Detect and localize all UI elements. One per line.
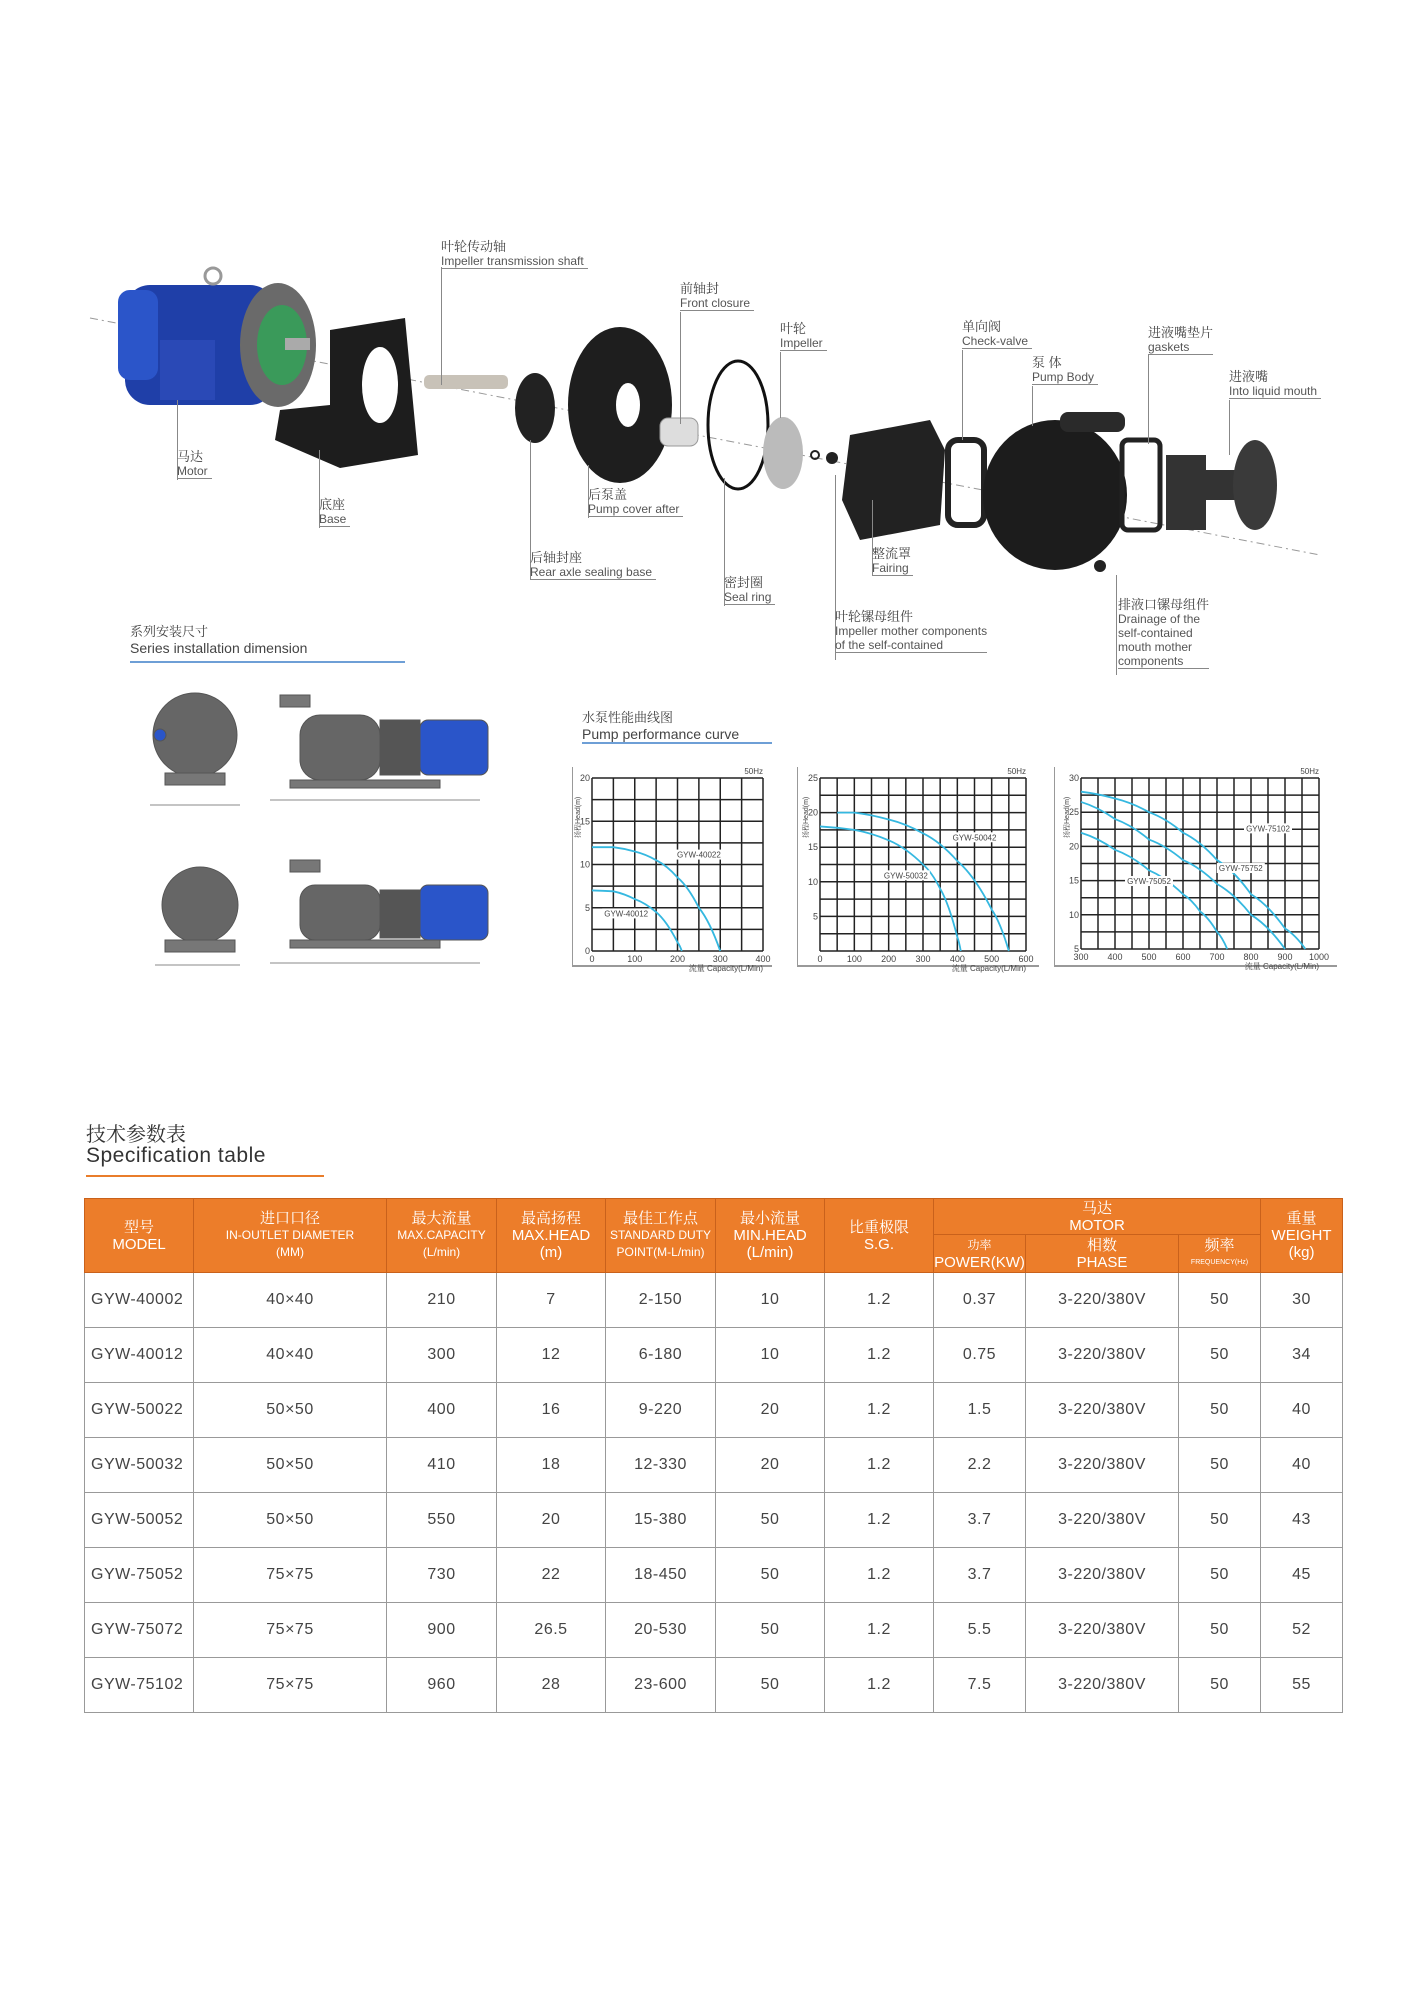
label-drainage-nut: 排液口镙母组件 Drainage of the self-contained mouth mother components [1118, 597, 1210, 668]
col-phase: 相数 PHASE [1026, 1235, 1179, 1273]
col-weight: 重量 WEIGHT (kg) [1261, 1199, 1343, 1273]
table-cell: 26.5 [497, 1603, 606, 1658]
x-tick-label: 300 [1073, 952, 1089, 962]
gasket [1122, 440, 1160, 530]
table-cell: 3-220/380V [1026, 1658, 1179, 1713]
table-cell: 2-150 [606, 1273, 716, 1328]
y-axis-label: 扬程Head(m) [575, 796, 582, 838]
table-row [85, 1548, 1343, 1603]
x-tick-label: 600 [1018, 954, 1034, 964]
x-axis-label: 流量 Capacity(L/Min) [688, 964, 763, 973]
label-rear-axle-base: 后轴封座 Rear axle sealing base [530, 551, 656, 580]
series-label: GYW-75102 [1246, 824, 1290, 834]
table-cell: 1.2 [825, 1548, 934, 1603]
table-cell: 50 [1179, 1658, 1261, 1713]
table-cell: 28 [497, 1658, 606, 1713]
x-tick-label: 700 [1209, 952, 1225, 962]
table-cell: 3.7 [934, 1548, 1026, 1603]
table-cell: 20 [497, 1493, 606, 1548]
table-cell: 50 [1179, 1328, 1261, 1383]
table-cell: 7 [497, 1273, 606, 1328]
table-cell: 20-530 [606, 1603, 716, 1658]
table-cell: 0.37 [934, 1273, 1026, 1328]
table-row [85, 1493, 1343, 1548]
x-tick-label: 400 [1107, 952, 1123, 962]
front-closure [660, 418, 698, 446]
table-cell: 550 [387, 1493, 497, 1548]
label-impeller: 叶轮 Impeller [780, 322, 827, 351]
table-cell: 3-220/380V [1026, 1548, 1179, 1603]
frequency-label: 50Hz [1300, 767, 1319, 776]
table-cell: 3.7 [934, 1493, 1026, 1548]
y-tick-label: 10 [1068, 909, 1079, 920]
x-tick-label: 1000 [1308, 952, 1330, 962]
label-seal-ring: 密封圈 Seal ring [724, 576, 775, 605]
fairing [842, 420, 945, 540]
table-cell: 40×40 [194, 1328, 387, 1383]
table-cell: 22 [497, 1548, 606, 1603]
col-model: 型号 MODEL [85, 1199, 194, 1273]
table-cell: 6-180 [606, 1328, 716, 1383]
table-cell: 12-330 [606, 1438, 716, 1493]
table-cell: 1.2 [825, 1493, 934, 1548]
check-valve [948, 440, 984, 525]
table-row [85, 1383, 1343, 1438]
table-cell: 3-220/380V [1026, 1383, 1179, 1438]
rear-axle-sealing-base [515, 373, 555, 443]
x-tick-label: 600 [1175, 952, 1191, 962]
x-axis-label: 流量 Capacity(L/Min) [1244, 962, 1319, 971]
label-check-valve: 单向阀 Check-valve [962, 320, 1032, 349]
frequency-label: 50Hz [1007, 767, 1026, 776]
table-cell: 1.5 [934, 1383, 1026, 1438]
table-cell: 210 [387, 1273, 497, 1328]
label-base: 底座 Base [319, 498, 350, 527]
table-cell: 0.75 [934, 1328, 1026, 1383]
table-cell: 50×50 [194, 1383, 387, 1438]
table-cell: 45 [1261, 1548, 1343, 1603]
label-impeller-shaft: 叶轮传动轴 Impeller transmission shaft [441, 240, 588, 269]
col-head: 最高扬程 MAX.HEAD (m) [497, 1199, 606, 1273]
table-cell: 10 [716, 1328, 825, 1383]
x-tick-label: 300 [915, 954, 931, 964]
y-tick-label: 15 [1068, 875, 1079, 886]
table-cell: 3-220/380V [1026, 1493, 1179, 1548]
label-impeller-nut: 叶轮镙母组件 Impeller mother components of the self-contained [835, 609, 988, 652]
table-cell: 1.2 [825, 1328, 934, 1383]
table-cell: 16 [497, 1383, 606, 1438]
table-cell: 3-220/380V [1026, 1603, 1179, 1658]
shaft [424, 375, 508, 389]
x-tick-label: 900 [1277, 952, 1293, 962]
table-cell: GYW-50052 [85, 1493, 194, 1548]
y-tick-label: 20 [579, 773, 590, 783]
series-line-gyw-40012 [592, 890, 682, 951]
col-duty: 最佳工作点 STANDARD DUTY POINT(M-L/min) [606, 1199, 716, 1273]
y-tick-label: 30 [1068, 773, 1079, 783]
frequency-label: 50Hz [744, 767, 763, 776]
table-cell: 300 [387, 1328, 497, 1383]
table-cell: 1.2 [825, 1603, 934, 1658]
table-cell: 10 [716, 1273, 825, 1328]
x-tick-label: 100 [627, 954, 643, 964]
table-cell: 50 [716, 1658, 825, 1713]
pump-body [983, 412, 1127, 570]
table-row [85, 1603, 1343, 1658]
table-cell: 34 [1261, 1328, 1343, 1383]
table-cell: 50 [1179, 1383, 1261, 1438]
table-cell: 900 [387, 1603, 497, 1658]
x-axis-label: 流量 Capacity(L/Min) [951, 964, 1026, 973]
spec-title-cn: 技术参数表 [86, 1124, 186, 1146]
y-axis-label: 扬程Head(m) [1064, 796, 1071, 838]
table-cell: 3-220/380V [1026, 1273, 1179, 1328]
table-cell: 1.2 [825, 1383, 934, 1438]
x-tick-label: 100 [846, 954, 862, 964]
table-cell: 50 [1179, 1273, 1261, 1328]
installation-drawings [140, 675, 500, 980]
col-frequency: 频率 FREQUENCY(Hz) [1179, 1235, 1261, 1273]
performance-chart-40 [572, 767, 772, 973]
x-tick-label: 300 [712, 954, 728, 964]
table-cell: GYW-40002 [85, 1273, 194, 1328]
label-front-closure: 前轴封 Front closure [680, 282, 754, 311]
y-tick-label: 5 [812, 911, 818, 922]
table-cell: 2.2 [934, 1438, 1026, 1493]
pump-cover [568, 327, 672, 483]
impeller [763, 417, 803, 489]
table-cell: 75×75 [194, 1548, 387, 1603]
table-cell: 1.2 [825, 1658, 934, 1713]
col-sg: 比重极限 S.G. [825, 1199, 934, 1273]
table-cell: GYW-75052 [85, 1548, 194, 1603]
table-cell: 50 [716, 1548, 825, 1603]
y-tick-label: 25 [807, 773, 818, 783]
performance-chart-75 [1054, 767, 1337, 971]
table-cell: 15-380 [606, 1493, 716, 1548]
table-cell: 50 [1179, 1493, 1261, 1548]
label-gaskets: 进液嘴垫片 gaskets [1148, 325, 1214, 354]
table-cell: GYW-50022 [85, 1383, 194, 1438]
spec-title-underline [86, 1175, 324, 1177]
y-tick-label: 5 [584, 902, 590, 913]
table-cell: 5.5 [934, 1603, 1026, 1658]
y-axis-label: 扬程Head(m) [803, 796, 810, 838]
col-min-head: 最小流量 MIN.HEAD (L/min) [716, 1199, 825, 1273]
series-label: GYW-40022 [676, 850, 721, 860]
table-cell: 50×50 [194, 1438, 387, 1493]
x-tick-label: 200 [669, 954, 686, 964]
table-cell: 3-220/380V [1026, 1328, 1179, 1383]
table-cell: 43 [1261, 1493, 1343, 1548]
x-tick-label: 800 [1243, 952, 1259, 962]
series-label: GYW-75752 [1218, 864, 1263, 874]
installation-title: 系列安装尺寸 Series installation dimension [130, 624, 308, 656]
table-cell: 1.2 [825, 1273, 934, 1328]
table-cell: 40×40 [194, 1273, 387, 1328]
table-cell: 55 [1261, 1658, 1343, 1713]
y-tick-label: 20 [807, 807, 818, 818]
y-tick-label: 5 [1073, 944, 1079, 954]
table-cell: 50 [1179, 1548, 1261, 1603]
label-fairing: 整流罩 Fairing [872, 546, 912, 575]
x-tick-label: 400 [949, 954, 965, 964]
table-cell: 410 [387, 1438, 497, 1493]
table-cell: 40 [1261, 1383, 1343, 1438]
series-label: GYW-40012 [604, 909, 649, 919]
series-label: GYW-50032 [883, 871, 928, 881]
x-tick-label: 500 [984, 954, 1000, 964]
table-cell: 50 [716, 1493, 825, 1548]
col-capacity: 最大流量 MAX.CAPACITY (L/min) [387, 1199, 497, 1273]
table-cell: 50 [1179, 1603, 1261, 1658]
table-cell: 20 [716, 1438, 825, 1493]
y-tick-label: 10 [807, 876, 818, 887]
table-row [85, 1658, 1343, 1713]
y-tick-label: 20 [1068, 841, 1079, 852]
performance-chart-50 [797, 767, 1039, 973]
table-row [85, 1438, 1343, 1493]
x-tick-label: 0 [817, 954, 823, 964]
table-cell: 9-220 [606, 1383, 716, 1438]
x-tick-label: 0 [589, 954, 595, 964]
seal-ring [708, 361, 768, 489]
table-cell: 3-220/380V [1026, 1438, 1179, 1493]
motor [118, 268, 316, 407]
spec-title-en: Specification table [86, 1144, 266, 1167]
spec-table [84, 1198, 1343, 1713]
table-cell: 50 [716, 1603, 825, 1658]
col-motor: 马达 MOTOR [934, 1199, 1261, 1235]
table-cell: 12 [497, 1328, 606, 1383]
table-cell: 52 [1261, 1603, 1343, 1658]
table-cell: 50 [1179, 1438, 1261, 1493]
label-inlet-nozzle: 进液嘴 Into liquid mouth [1229, 370, 1321, 399]
inlet-nozzle [1166, 440, 1277, 530]
table-cell: 23-600 [606, 1658, 716, 1713]
table-cell: 960 [387, 1658, 497, 1713]
table-cell: 40 [1261, 1438, 1343, 1493]
x-tick-label: 200 [881, 954, 897, 964]
series-label: GYW-75052 [1127, 877, 1171, 887]
col-power: 功率 POWER(KW) [934, 1235, 1026, 1273]
y-tick-label: 0 [584, 946, 590, 956]
table-cell: 75×75 [194, 1658, 387, 1713]
table-cell: 400 [387, 1383, 497, 1438]
table-cell: GYW-75102 [85, 1658, 194, 1713]
table-cell: 30 [1261, 1273, 1343, 1328]
series-label: GYW-50042 [952, 833, 997, 843]
y-tick-label: 25 [1068, 807, 1079, 818]
table-cell: 18 [497, 1438, 606, 1493]
table-cell: GYW-50032 [85, 1438, 194, 1493]
table-cell: 50×50 [194, 1493, 387, 1548]
label-pump-cover: 后泵盖 Pump cover after [588, 488, 683, 517]
table-cell: 20 [716, 1383, 825, 1438]
performance-title: 水泵性能曲线图 Pump performance curve [582, 710, 740, 742]
col-diameter: 进口口径 IN-OUTLET DIAMETER (MM) [194, 1199, 387, 1273]
table-row [85, 1328, 1343, 1383]
y-tick-label: 15 [807, 842, 818, 853]
label-motor: 马达 Motor [177, 450, 212, 479]
y-tick-label: 10 [579, 859, 590, 870]
table-cell: GYW-75072 [85, 1603, 194, 1658]
table-cell: 18-450 [606, 1548, 716, 1603]
table-cell: 75×75 [194, 1603, 387, 1658]
label-pump-body: 泵 体 Pump Body [1032, 356, 1098, 385]
table-cell: GYW-40012 [85, 1328, 194, 1383]
y-tick-label: 15 [579, 816, 590, 827]
x-tick-label: 400 [755, 954, 771, 964]
table-row [85, 1273, 1343, 1328]
table-cell: 730 [387, 1548, 497, 1603]
table-cell: 1.2 [825, 1438, 934, 1493]
table-cell: 7.5 [934, 1658, 1026, 1713]
x-tick-label: 500 [1141, 952, 1157, 962]
